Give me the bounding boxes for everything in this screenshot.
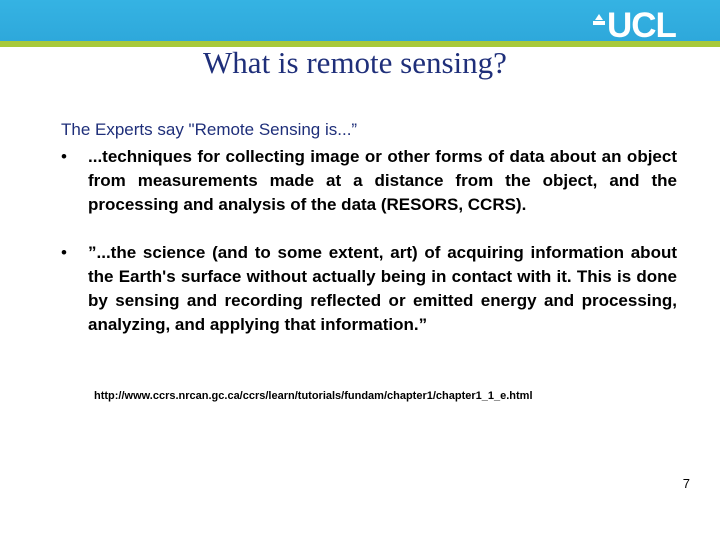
- dome-icon: [595, 14, 603, 20]
- source-url-link[interactable]: http://www.ccrs.nrcan.gc.ca/ccrs/learn/tutorials/fundam/chapter1/chapter1_1_e.html: [94, 390, 533, 402]
- logo-text: UCL: [607, 6, 676, 45]
- bullet-text: ”...the science (and to some extent, art) of acquiring information about the Earth's surface without actually being in contact with it. This is done by sensing and recording reflected or emitted energy and processing, analyzing, and applying that information.”: [88, 243, 677, 334]
- intro-text: The Experts say "Remote Sensing is...”: [61, 120, 358, 139]
- bullet-item: [61, 145, 677, 217]
- page-number: 7: [682, 476, 690, 491]
- bullet-text: ...techniques for collecting image or other forms of data about an object from measurements made at a distance from the object, and the processing and analysis of the data (RESORS, CCRS).: [88, 147, 677, 214]
- bullet-marker: •: [61, 147, 67, 166]
- dome-base-icon: [593, 21, 605, 25]
- ucl-logo: [593, 6, 703, 45]
- bullet-marker: •: [61, 243, 67, 262]
- slide-title: What is remote sensing?: [203, 45, 507, 80]
- bullet-list: [61, 145, 677, 337]
- bullet-item: [61, 241, 677, 337]
